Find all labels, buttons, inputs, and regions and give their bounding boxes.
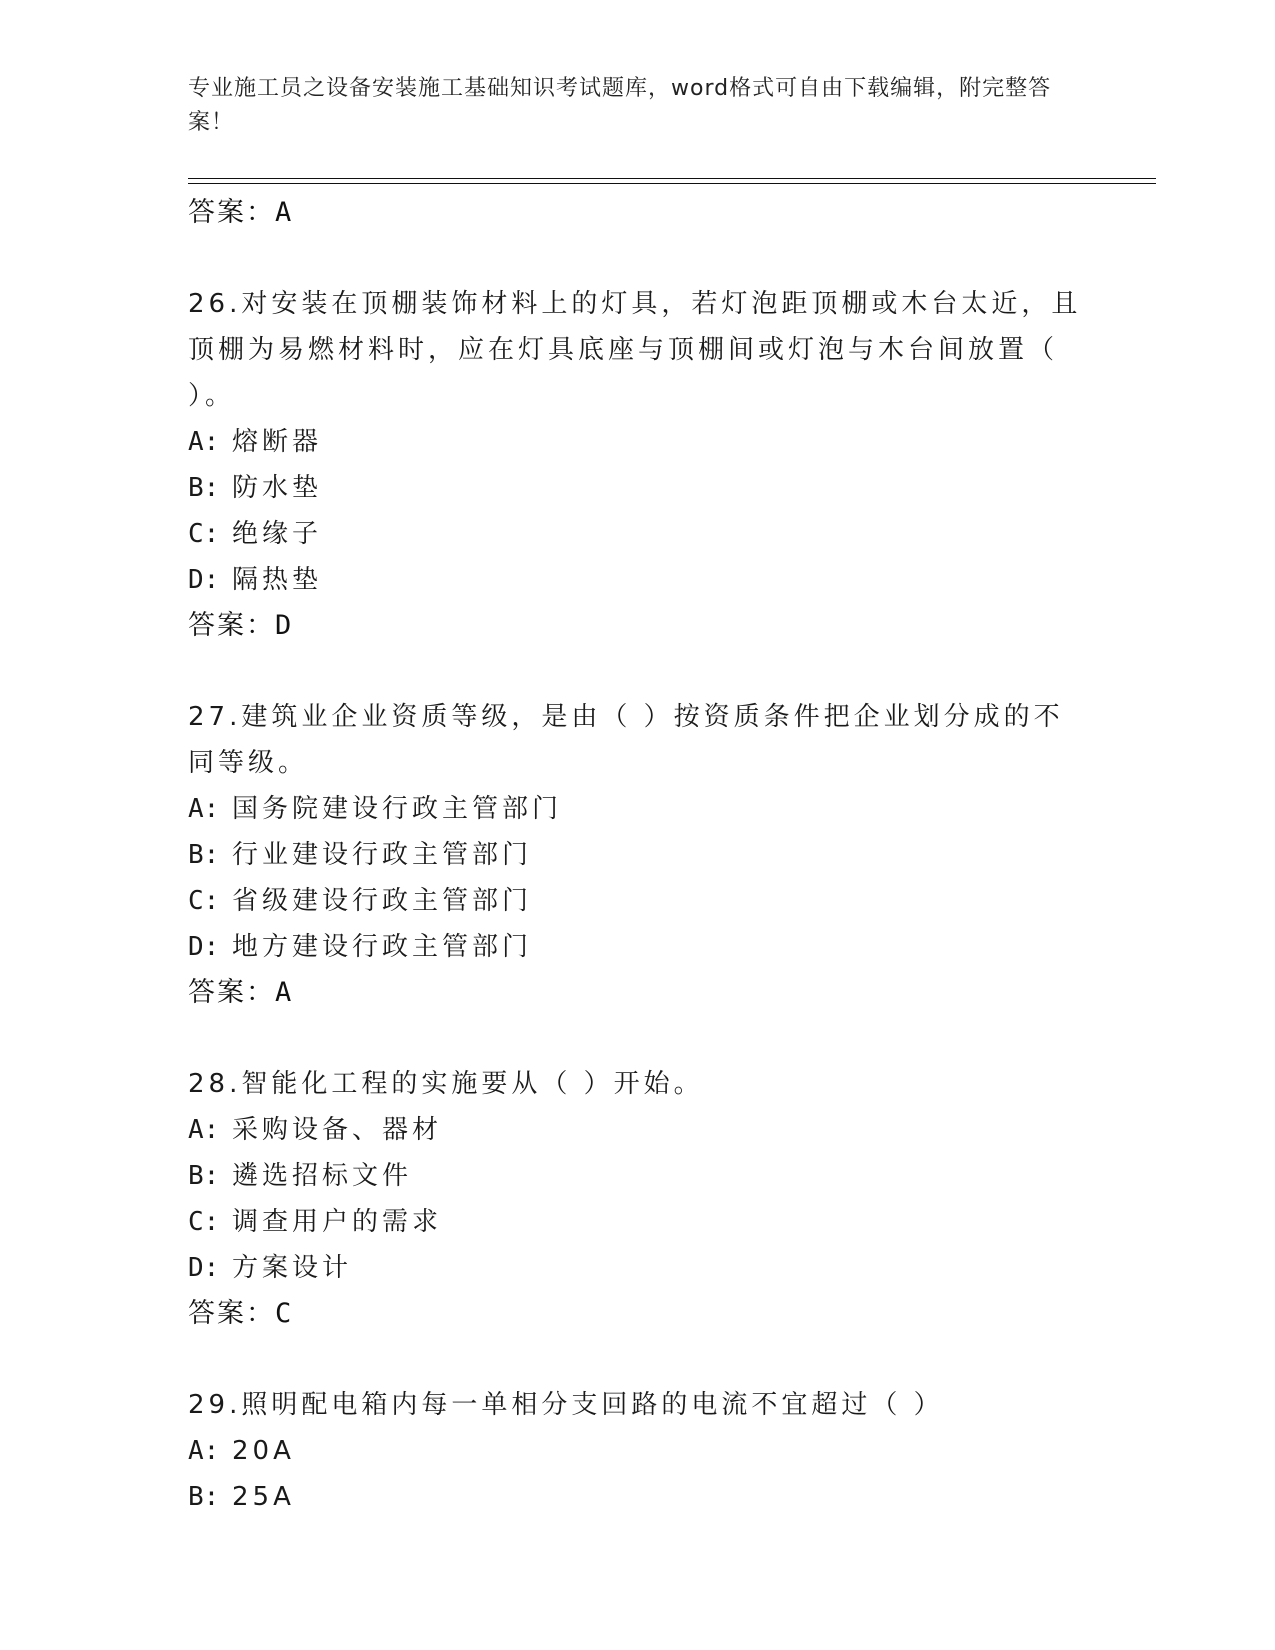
option-key: B: (188, 840, 220, 870)
option-item (188, 1153, 1088, 1199)
option-key: C: (188, 1207, 220, 1237)
option-key: C: (188, 886, 220, 916)
option-item (188, 1428, 1088, 1474)
option-text: 绝缘子 (232, 519, 323, 549)
answer-line (188, 1291, 1088, 1337)
answer-line (188, 970, 1088, 1016)
question-block (188, 1382, 1088, 1520)
option-text: 行业建设行政主管部门 (232, 840, 533, 870)
option-key: B: (188, 1161, 220, 1191)
question-block (188, 281, 1088, 649)
question-stem: 智能化工程的实施要从（ ）开始。 (241, 1069, 704, 1099)
question-spacer (188, 649, 1088, 694)
question-stem: 照明配电箱内每一单相分支回路的电流不宜超过（ ） (241, 1390, 944, 1420)
question-block (188, 1061, 1088, 1337)
option-item (188, 1245, 1088, 1291)
question-spacer (188, 236, 1088, 281)
option-item (188, 1107, 1088, 1153)
option-text: 省级建设行政主管部门 (232, 886, 533, 916)
option-text: 隔热垫 (232, 565, 323, 595)
option-key: D: (188, 932, 220, 962)
question-text (188, 281, 1088, 419)
option-item (188, 511, 1088, 557)
option-item (188, 878, 1088, 924)
option-key: A: (188, 794, 220, 824)
question-number: 29. (188, 1390, 242, 1420)
question-spacer (188, 1337, 1088, 1382)
question-stem: 建筑业企业资质等级，是由（ ）按资质条件把企业划分成的不同等级。 (188, 702, 1064, 778)
option-text: 25A (232, 1482, 295, 1512)
option-text: 地方建设行政主管部门 (232, 932, 533, 962)
question-number: 26. (188, 289, 242, 319)
option-item (188, 924, 1088, 970)
option-text: 调查用户的需求 (232, 1207, 443, 1237)
option-key: B: (188, 1482, 220, 1512)
answer-value: A (275, 977, 294, 1008)
answer-label: 答案： (188, 1298, 275, 1329)
option-key: A: (188, 1115, 220, 1145)
answer-label: 答案： (188, 197, 275, 228)
option-key: A: (188, 427, 220, 457)
option-text: 国务院建设行政主管部门 (232, 794, 563, 824)
option-text: 方案设计 (232, 1253, 353, 1283)
question-number: 27. (188, 702, 242, 732)
question-text (188, 1382, 1088, 1428)
option-key: D: (188, 565, 220, 595)
option-key: B: (188, 473, 220, 503)
question-text (188, 694, 1088, 786)
header-divider-top (188, 178, 1156, 179)
question-spacer (188, 1016, 1088, 1061)
question-block (188, 694, 1088, 1016)
option-item (188, 557, 1088, 603)
question-stem: 对安装在顶棚装饰材料上的灯具，若灯泡距顶棚或木台太近，且顶棚为易燃材料时，应在灯具底座与顶棚间或灯泡与木台间放置（ ）。 (188, 289, 1082, 411)
option-text: 遴选招标文件 (232, 1161, 413, 1191)
answer-value: C (275, 1298, 294, 1329)
answer-label: 答案： (188, 610, 275, 641)
option-item (188, 832, 1088, 878)
option-text: 20A (232, 1436, 295, 1466)
question-list (188, 190, 1088, 1520)
option-key: C: (188, 519, 220, 549)
answer-line (188, 603, 1088, 649)
header-divider-bottom (188, 183, 1156, 184)
option-text: 熔断器 (232, 427, 323, 457)
question-number: 28. (188, 1069, 242, 1099)
option-text: 采购设备、器材 (232, 1115, 443, 1145)
answer-label: 答案： (188, 977, 275, 1008)
option-item (188, 786, 1088, 832)
option-text: 防水垫 (232, 473, 323, 503)
answer-value: A (275, 197, 294, 228)
option-item (188, 465, 1088, 511)
option-key: D: (188, 1253, 220, 1283)
answer-value: D (275, 610, 294, 641)
document-header: 专业施工员之设备安装施工基础知识考试题库，word格式可自由下载编辑，附完整答案！ (188, 76, 1052, 135)
answer-line (188, 190, 1088, 236)
option-item (188, 1199, 1088, 1245)
option-key: A: (188, 1436, 220, 1466)
option-item (188, 419, 1088, 465)
option-item (188, 1474, 1088, 1520)
question-text (188, 1061, 1088, 1107)
